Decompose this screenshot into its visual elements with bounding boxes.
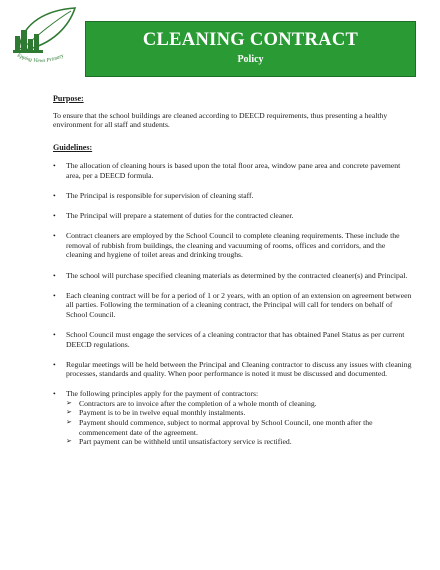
- bullet-icon: •: [53, 211, 56, 221]
- bullet-icon: •: [53, 329, 56, 339]
- list-item: • The school will purchase specified cleaning materials as determined by the contracted cleaner(s) and Principal.: [53, 270, 408, 280]
- purpose-text: To ensure that the school buildings are cleaned according to DEECD requirements, thus presenting a healthy environment for all staff and students.: [53, 110, 388, 130]
- list-item: • The Principal will prepare a statement of duties for the contracted cleaner.: [53, 211, 294, 221]
- list-item: • Each cleaning contract will be for a period of 1 or 2 years, with an option of an extension on agreement between all parties. Following the termination of a cleaning contract, the Principal will call for tenders on behalf of School Council.: [53, 290, 412, 319]
- bullet-icon: •: [53, 290, 56, 300]
- bullet-icon: •: [53, 359, 56, 369]
- arrow-bullet-icon: ➢: [66, 418, 72, 427]
- arrow-bullet-icon: ➢: [66, 408, 72, 417]
- list-item: • Regular meetings will be held between the Principal and Cleaning contractor to discuss any issues with cleaning processes, standards and quality. When poor performance is noted it must be discussed and documented.: [53, 359, 412, 379]
- bullet-icon: •: [53, 270, 56, 280]
- list-item: ➢ Payment is to be in twelve equal monthly instalments.: [66, 408, 246, 418]
- payment-list: [66, 399, 413, 447]
- bullet-icon: •: [53, 191, 56, 201]
- payment-intro: The following principles apply for the payment of contractors:: [66, 389, 259, 399]
- guidelines-heading: Guidelines:: [53, 142, 93, 152]
- guidelines-list: [53, 161, 413, 446]
- list-item: • Contract cleaners are employed by the School Council to complete cleaning requirements. These include the removal of rubbish from buildings, the cleaning and vacuuming of rooms, offices and corridors, and the cleaning and hygiene of toilet areas and drinking troughs.: [53, 231, 400, 260]
- purpose-heading: Purpose:: [53, 94, 84, 103]
- document-title: CLEANING CONTRACT: [142, 30, 359, 50]
- document-body: [53, 94, 413, 457]
- bullet-icon: •: [53, 231, 56, 241]
- bullet-icon: •: [53, 161, 56, 171]
- list-item: • School Council must engage the services of a cleaning contractor that has obtained Panel Status as per current DEECD regulations.: [53, 329, 405, 349]
- list-item: • The allocation of cleaning hours is based upon the total floor area, window pane area and concrete pavement area, per a DEECD formula.: [53, 161, 401, 180]
- svg-text:Epping Views Primary: [15, 52, 65, 64]
- arrow-bullet-icon: ➢: [66, 398, 72, 407]
- payment-principles: [53, 389, 413, 447]
- list-item: ➢ Contractors are to invoice after the completion of a whole month of cleaning.: [66, 398, 317, 408]
- school-logo: [9, 4, 79, 70]
- document-subtitle: Policy: [237, 54, 264, 65]
- logo-motto: Epping Views Primary: [16, 52, 65, 65]
- list-item: • The Principal is responsible for supervision of cleaning staff.: [53, 191, 254, 201]
- list-item: ➢ Payment should commence, subject to normal approval by School Council, one month after the commencement date of the agreement.: [66, 418, 373, 437]
- title-banner: [85, 21, 416, 77]
- leaf-city-logo-icon: [9, 4, 79, 70]
- arrow-bullet-icon: ➢: [66, 437, 72, 446]
- list-item: ➢ Part payment can be withheld until unsatisfactory service is rectified.: [66, 437, 292, 447]
- bullet-icon: •: [53, 389, 56, 399]
